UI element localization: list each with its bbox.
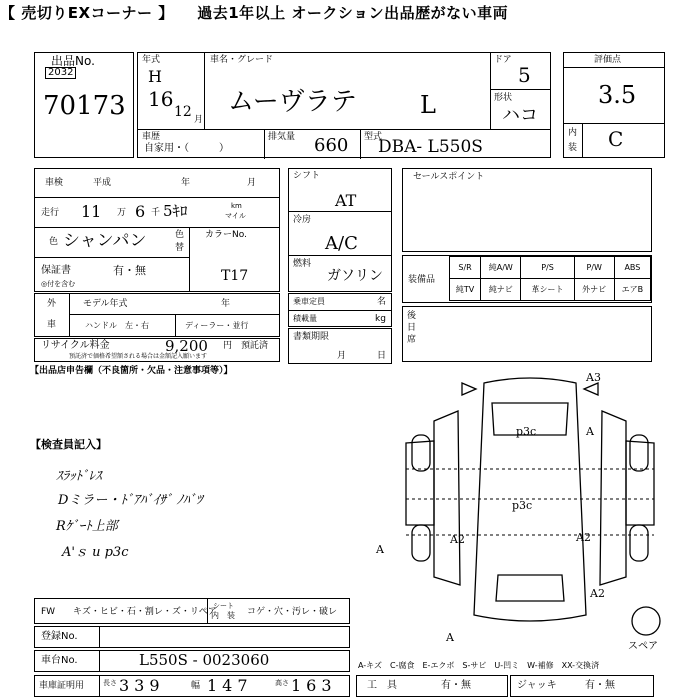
mark-a3-left-text: A <box>376 543 384 556</box>
outside-label-1: 外 <box>47 299 57 309</box>
rear-seat-box <box>402 306 652 362</box>
lot-small-number <box>45 67 76 79</box>
seat-label-2: 内 装 <box>211 611 235 620</box>
fw-label: FW <box>41 607 56 617</box>
rear-seat-label-3: 席 <box>407 335 417 345</box>
recycle-unit: 円 <box>223 341 233 351</box>
overall-score: 3.5 <box>598 81 637 109</box>
lot-number-box <box>34 52 134 158</box>
left-mirror <box>462 383 476 395</box>
model-label: 型式 <box>364 132 383 142</box>
height-value: 163 <box>291 676 337 695</box>
year-label: 年式 <box>142 55 161 65</box>
recycle-deposit: 預託済 <box>241 341 269 351</box>
shaken-era: 平成 <box>93 178 112 188</box>
chassis-box <box>34 650 350 672</box>
color-no-label: カラーNo. <box>205 230 247 240</box>
warranty-options: 有・無 <box>113 264 146 277</box>
inspector-label: 【検査員記入】 <box>30 438 107 451</box>
grade: L <box>420 91 436 119</box>
shift-label: シフト <box>293 171 321 181</box>
mile-unit: マイル <box>225 212 246 220</box>
lot-number: 70173 <box>43 91 126 121</box>
recycle-value: 9,200 <box>165 337 208 355</box>
mark-a2-left: A2 <box>450 533 465 546</box>
shaken-month: 月 <box>247 178 257 188</box>
header-bar <box>0 2 700 23</box>
outside-label-2: 車 <box>47 320 57 330</box>
model-year-label: モデル年式 <box>83 299 128 309</box>
right-front-wheel <box>630 435 648 471</box>
mileage-rest: 5ｷﾛ <box>163 202 188 220</box>
capacity-label: 乗車定員 <box>293 297 325 306</box>
spare-label: スペア <box>628 641 658 652</box>
lot-small-text: 2032 <box>48 67 74 78</box>
mark-p3c-mid: p3c <box>512 499 533 512</box>
chassis-label: 車台No. <box>41 655 78 666</box>
damage-legend: A-キズ C-腐食 E-エクボ S-サビ U-凹ミ W-補修 XX-交換済 <box>358 661 600 670</box>
score-label: 評価点 <box>594 55 622 65</box>
shaken-label: 車検 <box>45 178 64 188</box>
equip-tv: 純TV <box>450 279 481 301</box>
model-year-unit: 年 <box>221 299 231 309</box>
vehicle-info-box <box>137 52 551 158</box>
right-rear-wheel <box>630 525 648 561</box>
color-change-2: 替 <box>175 243 185 253</box>
color-label: 色 <box>49 237 59 247</box>
mark-a2-bottom-right: A2 <box>590 587 605 600</box>
term-label: 書類期限 <box>293 332 330 342</box>
fuel-label: 燃料 <box>293 259 312 269</box>
shape-label: 形状 <box>494 93 513 103</box>
load-label: 積載量 <box>293 314 317 323</box>
rear-seat-label-1: 後 <box>407 311 417 321</box>
history-label: 車歴 <box>142 132 161 142</box>
mileage-man: 11 <box>81 202 102 221</box>
spare-tire <box>632 607 660 635</box>
displacement-label: 排気量 <box>268 132 296 142</box>
handle-label: ハンドル 左・右 <box>85 321 149 330</box>
dealer-label: ディーラー・並行 <box>185 321 249 330</box>
outside-model-box <box>34 293 280 337</box>
equip-ps: P/S <box>521 257 574 279</box>
seat-items: コゲ・穴・汚レ・破レ <box>247 607 338 617</box>
load-unit: kg <box>375 314 386 324</box>
equip-airbag: エアB <box>614 279 650 301</box>
ac-label: 冷房 <box>293 215 312 225</box>
shift-box <box>288 168 392 292</box>
tool-box <box>356 675 508 697</box>
garage-cert-label: 車庫証明用 <box>39 681 85 691</box>
equip-ext-navi: 外ナビ <box>574 279 614 301</box>
mark-p3c-top: p3c <box>516 425 537 438</box>
history-value: 自家用・（ ） <box>144 143 229 154</box>
ac-value: A/C <box>325 233 358 254</box>
color-change-1: 色 <box>175 230 185 240</box>
equip-navi: 純ナビ <box>481 279 521 301</box>
fw-items: キズ・ヒビ・石・割レ・ズ・リペア <box>73 607 217 617</box>
term-month: 月 <box>337 351 347 361</box>
door-label: ドア <box>494 55 512 65</box>
month-unit: 月 <box>194 115 204 125</box>
registration-label: 登録No. <box>41 631 78 642</box>
left-front-wheel <box>412 435 430 471</box>
door-count: 5 <box>518 63 531 87</box>
sales-point-label: セールスポイント <box>413 172 485 182</box>
width-label: 幅 <box>191 681 201 691</box>
year-value: 16 <box>148 87 174 111</box>
height-label: 高さ <box>275 679 289 687</box>
warranty-note: ◎付を含む <box>41 280 76 288</box>
jack-box <box>510 675 654 697</box>
basic-spec-box <box>34 168 280 292</box>
mileage-unit-sen: 千 <box>151 208 161 218</box>
mark-a-bottom: A <box>446 631 454 644</box>
inspector-note-2: Dミラー・ﾄﾞｱﾊﾞｲｻﾞ ﾉﾊﾞﾂ <box>58 493 203 508</box>
month-value: 12 <box>174 104 192 120</box>
document-term-box <box>288 328 392 364</box>
length-label: 長さ <box>103 679 117 687</box>
left-rear-wheel <box>412 525 430 561</box>
lot-label: 出品No. <box>51 54 95 68</box>
score-box <box>563 52 665 158</box>
tool-label: 工 具 <box>367 680 397 691</box>
equip-leather: 革シート <box>521 279 574 301</box>
body-shape: ハコ <box>502 105 538 126</box>
mark-a3-top: A3 <box>586 371 601 384</box>
km-unit: km <box>231 202 242 210</box>
recycle-label: リサイクル料金 <box>41 340 110 351</box>
recycle-box <box>34 338 280 362</box>
rear-window <box>496 575 564 601</box>
equip-sr: S/R <box>450 257 481 279</box>
no-history-title: 過去1年以上 オークション出品歴がない車両 <box>197 4 509 22</box>
seat-label-1: シート <box>213 602 234 610</box>
equip-abs: ABS <box>614 257 650 279</box>
chassis-number: L550S - 0023060 <box>139 651 270 669</box>
jack-label: ジャッキ <box>517 680 557 691</box>
seller-notes-label: 【出品店申告欄（不良箇所・欠品・注意事項等）】 <box>30 366 233 376</box>
equip-alloy: 純A/W <box>481 257 521 279</box>
mileage-sen: 6 <box>135 202 146 221</box>
era-value: H <box>148 67 162 86</box>
car-damage-diagram <box>400 365 700 655</box>
mileage-label: 走行 <box>41 208 60 218</box>
interior-label-2: 装 <box>568 143 578 153</box>
equipment-label: 装備品 <box>408 275 436 285</box>
right-mirror <box>584 383 598 395</box>
registration-box <box>34 626 350 648</box>
length-value: 339 <box>119 676 165 695</box>
mileage-unit-man: 万 <box>117 208 127 218</box>
capacity-box <box>288 293 392 327</box>
garage-cert-box <box>34 675 350 697</box>
right-side-outline <box>600 411 626 585</box>
body-color: シャンパン <box>63 231 147 251</box>
displacement: 660 <box>314 135 349 156</box>
shaken-year: 年 <box>181 178 191 188</box>
jack-options: 有・無 <box>585 680 615 691</box>
fuel-value: ガソリン <box>327 268 383 284</box>
fw-box <box>34 598 350 624</box>
interior-score: C <box>608 127 624 151</box>
rear-seat-label-2: 日 <box>407 323 417 333</box>
model-code: DBA- L550S <box>378 137 483 157</box>
mark-a-right: A <box>586 425 594 438</box>
inspector-note-1: ｽﾗｯﾄﾞﾚｽ <box>56 469 102 484</box>
width-value: 147 <box>207 676 253 695</box>
corner-title: 【 売切りEXコーナー 】 <box>0 4 174 22</box>
inspector-note-4: A'ｓ u p3c <box>62 545 129 560</box>
sales-point-box <box>402 168 652 252</box>
car-name: ムーヴラテ <box>228 87 357 117</box>
interior-label-1: 内 <box>568 128 578 138</box>
inspector-note-3: Rｹﾞｰﾄ上部 <box>56 519 118 534</box>
shift-value: AT <box>335 191 357 210</box>
mark-a2-right: A2 <box>576 531 591 544</box>
term-day: 日 <box>377 351 387 361</box>
capacity-unit: 名 <box>377 297 387 307</box>
equip-pw: P/W <box>574 257 614 279</box>
recycle-note: 預託済で価格希望額される場合は金額記入願います <box>69 353 208 360</box>
warranty-label: 保証書 <box>41 265 71 276</box>
car-name-label: 車名・グレード <box>210 55 274 65</box>
equipment-table <box>449 256 651 301</box>
color-number: T17 <box>221 268 249 284</box>
left-side-outline <box>434 411 460 585</box>
tool-options: 有・無 <box>441 680 471 691</box>
